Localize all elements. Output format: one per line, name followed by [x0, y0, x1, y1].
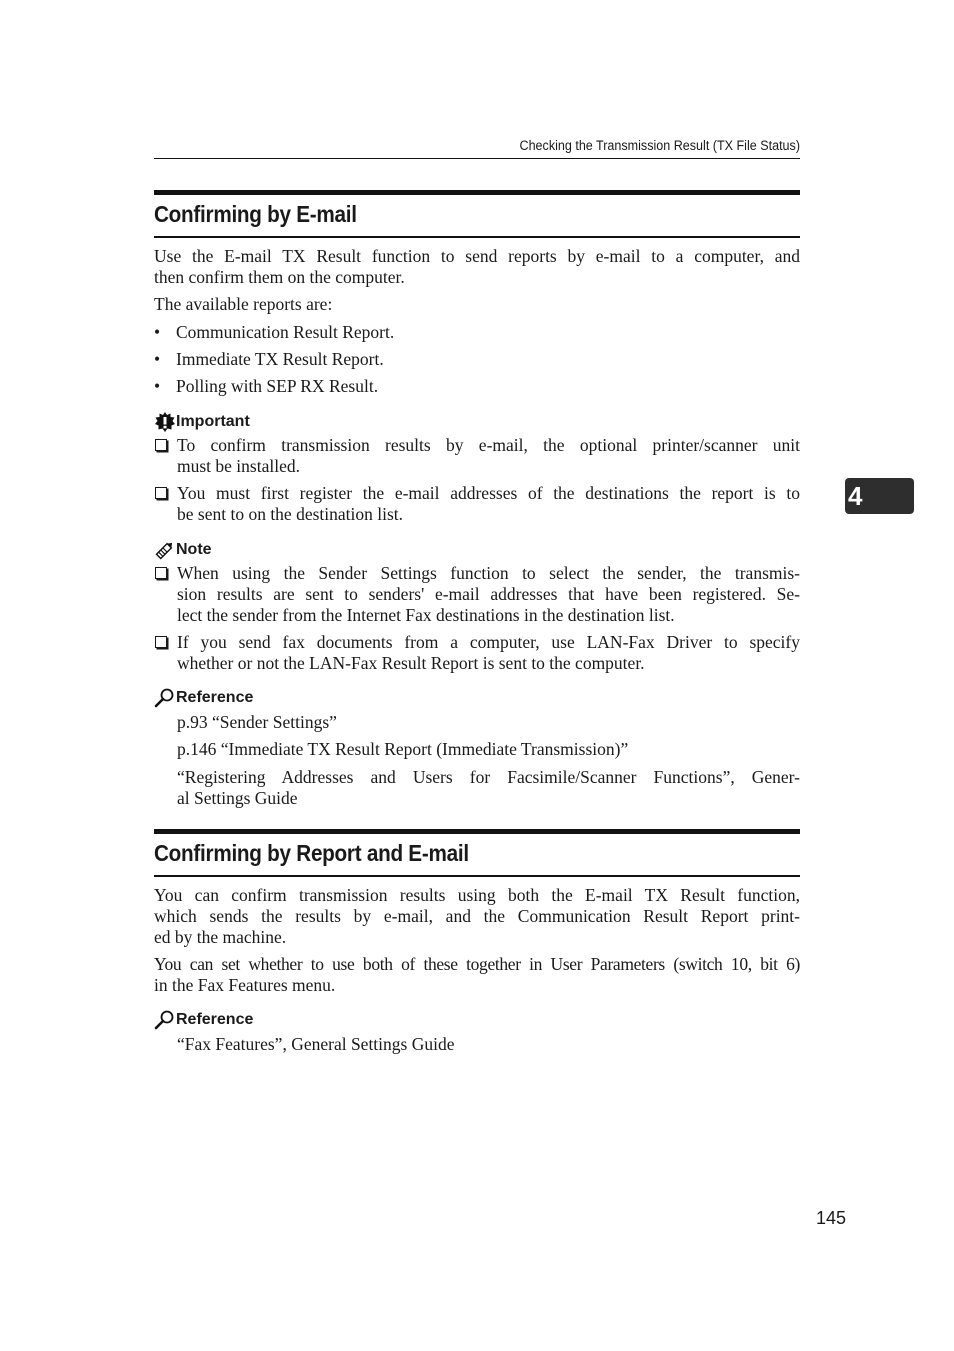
list-item-text: Polling with SEP RX Result.: [176, 376, 379, 396]
section-heading: Confirming by Report and E-mail: [154, 840, 469, 866]
reference-link[interactable]: p.93 “Sender Settings”: [177, 712, 337, 732]
important-icon: [154, 412, 176, 432]
text-line: then confirm them on the computer.: [154, 267, 405, 287]
paragraph: [154, 885, 800, 948]
text-line: You must first register the e-mail addresses of the destinations the report is to: [177, 483, 800, 503]
section-top-rule: [154, 190, 800, 195]
note-label: [154, 540, 212, 560]
reference-label: [154, 1010, 253, 1030]
text-line: When using the Sender Settings function to select the sender, the transmis-: [177, 563, 800, 583]
reference-link[interactable]: “Fax Features”, General Settings Guide: [177, 1034, 455, 1054]
magnifier-icon: [154, 1010, 176, 1030]
text-line: which sends the results by e-mail, and the Communication Result Report print-: [154, 906, 800, 926]
text-line: lect the sender from the Internet Fax destinations in the destination list.: [177, 605, 675, 625]
bullet-icon: •: [154, 322, 161, 342]
important-label-text: Important: [176, 413, 250, 430]
text-line: You can confirm transmission results using both the E-mail TX Result function,: [154, 885, 800, 905]
text-line: “Registering Addresses and Users for Facsimile/Scanner Functions”, Gener-: [177, 767, 800, 787]
bullet-icon: •: [154, 376, 161, 396]
text-line: be sent to on the destination list.: [177, 504, 404, 524]
text-line: To confirm transmission results by e-mail, the optional printer/scanner unit: [177, 435, 800, 455]
reference-link[interactable]: [177, 767, 800, 809]
magnifier-icon: [154, 688, 176, 708]
text-line: Use the E-mail TX Result function to send reports by e-mail to a computer, and: [154, 246, 800, 266]
text-line: ed by the machine.: [154, 927, 287, 947]
running-header: Checking the Transmission Result (TX File Status): [519, 138, 800, 153]
text-line: whether or not the LAN-Fax Result Report is sent to the computer.: [177, 653, 645, 673]
page-number: 145: [815, 1208, 846, 1228]
section-bottom-rule: [154, 875, 800, 877]
text-line: must be installed.: [177, 456, 300, 476]
text-line: al Settings Guide: [177, 788, 298, 808]
text-line: You can set whether to use both of these together in User Parameters (switch 10, bit 6): [154, 954, 800, 974]
chapter-tab[interactable]: 4: [845, 478, 914, 514]
checkbox-icon: [155, 439, 167, 451]
reference-label: [154, 688, 253, 708]
checkbox-icon: [155, 636, 167, 648]
reference-label-text: Reference: [176, 1011, 254, 1028]
paragraph: [154, 954, 800, 996]
pencil-icon: [154, 540, 176, 560]
section-bottom-rule: [154, 236, 800, 238]
intro-paragraph: [154, 246, 800, 288]
bullet-icon: •: [154, 349, 161, 369]
section-top-rule: [154, 829, 800, 834]
important-label: [154, 412, 250, 432]
reference-link[interactable]: p.146 “Immediate TX Result Report (Immediate Transmission)”: [177, 739, 629, 759]
text-line: sion results are sent to senders' e-mail addresses that have been registered. Se-: [177, 584, 800, 604]
checkbox-icon: [155, 567, 167, 579]
text-line: If you send fax documents from a computer, use LAN-Fax Driver to specify: [177, 632, 800, 652]
note-label-text: Note: [176, 541, 212, 558]
list-item-text: Communication Result Report.: [176, 322, 395, 342]
list-item-text: Immediate TX Result Report.: [176, 349, 384, 369]
section-heading: Confirming by E-mail: [154, 201, 357, 227]
text-line: in the Fax Features menu.: [154, 975, 336, 995]
checkbox-icon: [155, 487, 167, 499]
header-rule: [154, 158, 800, 159]
reference-label-text: Reference: [176, 689, 254, 706]
available-reports-label: The available reports are:: [154, 294, 333, 314]
